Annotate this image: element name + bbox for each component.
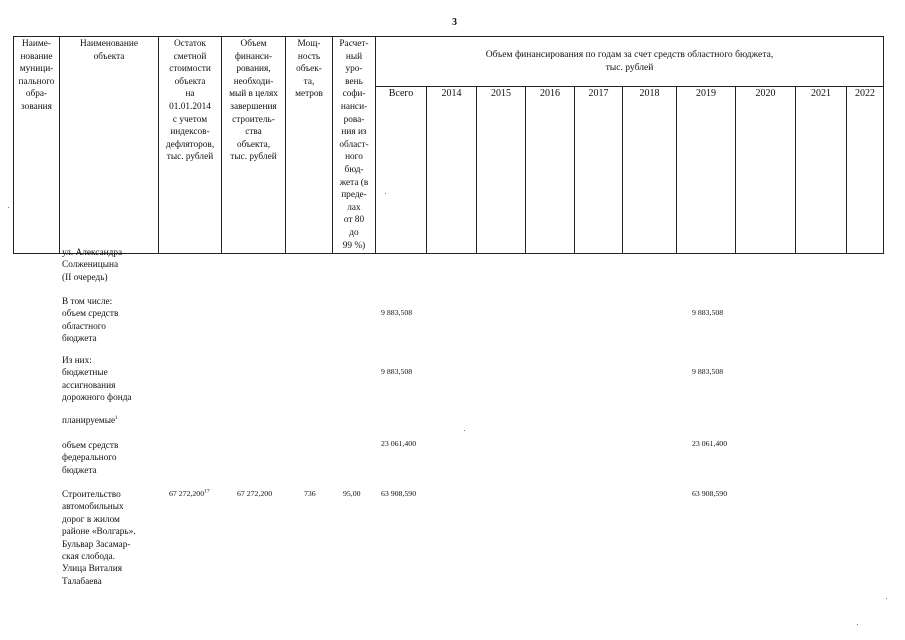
header-by-years-title: Объем финансирования по годам за счет средств областного бюджета, тыс. рублей — [376, 37, 884, 87]
row-object-name: Строительство автомобильных дорог в жилом районе «Волгарь». Бульвар Засамар- ская слобода. Улица Виталия Талабаева — [62, 490, 136, 587]
row-year-2019: 23 061,400 — [692, 439, 728, 448]
row-total: 9 883,508 — [381, 308, 413, 317]
page-number: 3 — [452, 17, 457, 28]
header-year-2017: 2017 — [575, 87, 623, 254]
header-year-2021: 2021 — [796, 87, 847, 254]
header-capacity: Мощ- ность объек- та, метров — [286, 37, 333, 254]
row-object-name: Из них: бюджетные ассигнования дорожного фонда — [62, 356, 132, 404]
row-total: 63 908,590 — [381, 489, 417, 498]
footnote-marker: 17 — [204, 488, 210, 495]
row-object-name: В том числе: объем средств областного бюджета — [62, 297, 119, 345]
row-object-name: ул. Александра Солженицына (II очередь) — [62, 248, 123, 283]
header-financing-volume: Объем финанси- рования, необходи- мый в целях завершения строитель- ства объекта, тыс. рублей — [222, 37, 286, 254]
header-year-2018: 2018 — [623, 87, 677, 254]
row-financing-volume: 67 272,200 — [237, 489, 273, 498]
row-total: 23 061,400 — [381, 439, 417, 448]
header-cofinancing-level: Расчет- ный уро- вень софи- нанси- рова- ния из област- ного бюд- жета (в преде- лах от 80 до 99 %) — [333, 37, 376, 254]
scan-speck — [385, 193, 386, 194]
header-year-2014: 2014 — [427, 87, 477, 254]
scan-speck — [886, 598, 887, 599]
scan-speck — [464, 430, 465, 431]
header-year-2022: 2022 — [847, 87, 884, 254]
header-year-2015: 2015 — [477, 87, 526, 254]
header-object-name: Наименование объекта — [60, 37, 159, 254]
row-capacity: 736 — [304, 489, 316, 498]
budget-table-header — [13, 36, 884, 254]
row-total: 9 883,508 — [381, 367, 413, 376]
header-total: Всего — [376, 87, 427, 254]
header-year-2016: 2016 — [526, 87, 575, 254]
header-municipality: Наиме- нование муници- пального обра- зования — [14, 37, 60, 254]
row-cofinancing-level: 95,00 — [343, 489, 361, 498]
row-remaining-cost: 67 272,200$^{17}$ — [169, 488, 210, 498]
row-object-name-planned: планируемые$^1$ — [62, 414, 118, 426]
scan-speck — [8, 207, 9, 208]
header-year-2019: 2019 — [677, 87, 736, 254]
scan-speck — [857, 624, 858, 625]
header-remaining-cost: Остаток сметной стоимости объекта на 01.01.2014 с учетом индексов- дефляторов, тыс. рублей — [159, 37, 222, 254]
row-object-name: объем средств федерального бюджета — [62, 441, 119, 476]
row-year-2019: 9 883,508 — [692, 308, 724, 317]
footnote-marker: 1 — [115, 414, 118, 421]
header-year-2020: 2020 — [736, 87, 796, 254]
row-year-2019: 9 883,508 — [692, 367, 724, 376]
row-year-2019: 63 908,590 — [692, 489, 728, 498]
